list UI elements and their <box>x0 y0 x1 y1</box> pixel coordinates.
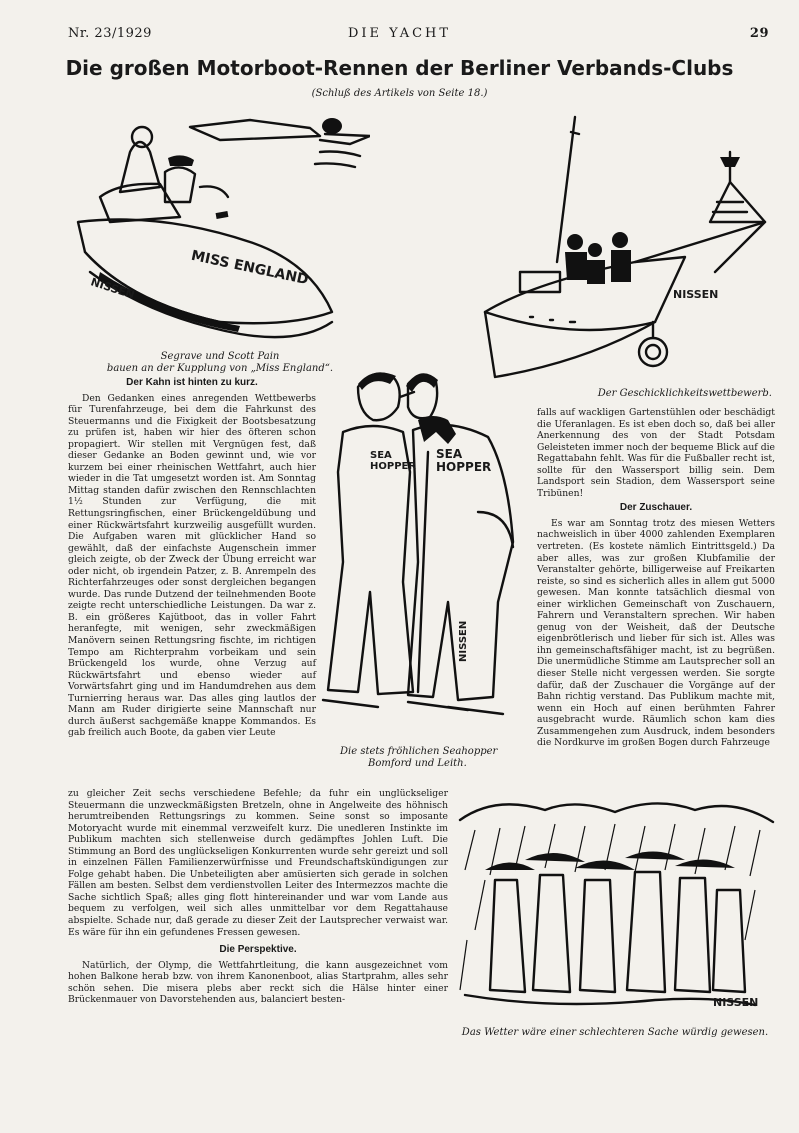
issue-number: Nr. 23/1929 <box>68 26 152 41</box>
artist-signature: NISSEN <box>89 275 137 302</box>
page-number: 29 <box>749 26 769 41</box>
paragraph: Natürlich, der Olymp, die Wettfahrtleitung, die kann ausgezeichnet vom hohen Balkone herab bzw. von ihrem Kanonenboot, alias Startprahm, alles sehr schön sehen. Die misera plebs aber reckt sich die Hälse hinter einer Brückenmauer von Davorstehenden aus, balanciert besten- <box>68 959 448 1006</box>
skill-contest-illustration <box>475 112 775 382</box>
caption-fig4: Das Wetter wäre einer schlechteren Sache würdig gewesen. <box>461 1027 769 1038</box>
text-column-left <box>68 374 316 739</box>
text-column-wide <box>68 788 448 1006</box>
paragraph: falls auf wackligen Gartenstühlen oder beschädigt die Uferanlagen. Es ist eben doch so, daß bei aller Anerkennung des von der Stadt Potsdam Geleisteten immer noch der bequeme Blick auf die Regattabahn fehlt. Was für die Fußballer recht ist, sollte für den Wassersport billig sein. Dem Landsport sein Stadion, dem Wassersport seine Tribünen! <box>537 407 775 499</box>
rain-crowd-illustration <box>455 800 775 1020</box>
text-column-right <box>537 407 775 749</box>
magazine-name: DIE YACHT <box>347 26 452 41</box>
article-title: Die großen Motorboot-Rennen der Berliner Verbands-Clubs <box>65 56 734 80</box>
section-heading-kahn: Der Kahn ist hinten zu kurz. <box>126 377 258 388</box>
paragraph: Den Gedanken eines anregenden Wettbewerbs für Turenfahrzeuge, bei dem die Fahrkunst des Steuermanns und die Fixigkeit der Bootsbesatzung zu prüfen ist, haben wir hier des öfteren schon propagiert. Wir stellen mit Vergnügen fest, daß dieser Gedanke an Boden gewinnt und, wie vor kurzem bei einer rheinischen Wettfahrt, auch hier wieder in die Tat umgesetzt worden ist. Am Sonntag Mittag standen dafür zwischen den Rennschlachten 1½ Stunden zur Verfügung, die mit Rettungsringfischen, einer Brückengeldübung und einer Rückwärtsfahrt kurzweilig ausgefüllt wurden. Die Aufgaben waren mit glücklicher Hand so gewählt, daß der einfachste Augenschein immer gleich zeigte, ob der Zweck der Übung erreicht war oder nicht, ob irgendein Patzer, z. B. Anrempeln des Richterfahrzeuges oder sonst dergleichen begangen wurde. Das runde Dutzend der teilnehmenden Boote zeigte recht unterschiedliche Leistungen. Da war z. B. ein größeres Kajütboot, das in voller Fahrt heranfegte, mit wenigen, sehr zweckmäßigen Manövern seinen Rettungsring fischte, im richtigen Tempo am Richterprahm vorbeikam und sein Brückengeld los wurde, ohne Verzug auf Rückwärtsfahrt und ebenso wieder auf Vorwärtsfahrt ging und im Handumdrehen aus dem Turnierring heraus war. Das alles ging lautlos der Mann am Ruder dirigierte seine Mannschaft nur durch äußerst sachgemäße knappe Kommandos. Es gab freilich auch Boote, da gaben vier Leute <box>68 392 316 739</box>
miss-england-illustration <box>70 112 370 347</box>
article-subtitle: (Schluß des Artikels von Seite 18.) <box>311 88 488 99</box>
paragraph: Es war am Sonntag trotz des miesen Wetters nachweislich in über 4000 zahlenden Exemplaren vertreten. (Es kostete nämlich Eintrittsgeld.) Da aber alles, was zur großen Klubfamilie der Veranstalter gehörte, billigerweise auf Freikarten reiste, so sind es sicherlich alles in allem gut 5000 gewesen. Man konnte tatsächlich diesmal von einer wirklichen Gemeinschaft von Zuschauern, Fahrern und Veranstaltern sprechen. Wir haben genug von der Weisheit, daß der Deutsche eigenbrötlerisch und lieber für sich ist. Alles was ihn gemeinschaftsfähiger macht, ist zu begrüßen. Die unermüdliche Stimme am Lautsprecher soll an dieser Stelle nicht vergessen werden. Sie sorgte dafür, daß der Zuschauer die Vorgänge auf der Bahn richtig verstand. Das Publikum machte mit, wenn ein Hoch auf einen berühmten Fahrer ausgebracht wurde. Räumlich schon kam dies Zusammengehen zum Ausdruck, indem besonders die Nordkurve im großen Bogen durch Fahrzeuge <box>537 517 775 749</box>
boat-name-label: MISS ENGLAND <box>189 247 310 289</box>
seahopper-illustration <box>318 362 530 740</box>
paragraph: zu gleicher Zeit sechs verschiedene Befehle; da fuhr ein unglückseliger Steuermann die unzweckmäßigsten Bretzeln, ohne in Angelweite des höhnisch herumtreibenden Rettungsrings zu kommen. Seine sonst so imposante Motoryacht wurde mit einemmal verzweifelt kurz. Die unedleren Instinkte im Publikum machten sich stellenweise durch gedämpftes Johlen Luft. Die Stimmung an Bord des unglückseligen Konkurrenten wurde sehr gereizt und soll in einzelnen Fällen Familienzerwürfnisse und Freundschaftskündigungen zur Folge gehabt haben. Die Unbeteiligten aber amüsierten sich gerade in solchen Fällen am besten. Selbst dem verdienstvollen Leiter des Intermezzos machte die Sache sichtlich Spaß; alles ging flott hintereinander und war vom Lande aus bequem zu verfolgen, weil sich alles unmittelbar vor dem Regattahause abspielte. Schade nur, daß gerade zu dieser Zeit der Lautsprecher verwaist war. Es wäre für ihn ein gefundenes Fressen gewesen. <box>68 788 448 938</box>
caption-fig2: Der Geschicklichkeitswettbewerb. <box>597 388 772 399</box>
shirt-lettering-left: SEA HOPPER <box>370 450 417 472</box>
artist-signature: NISSEN <box>458 620 469 662</box>
shirt-lettering-right: SEA HOPPER <box>436 447 492 474</box>
artist-signature: NISSEN <box>673 288 719 301</box>
artist-signature: NISSEN <box>713 996 759 1009</box>
section-heading-perspektive: Die Perspektive. <box>219 944 297 956</box>
section-heading-zuschauer: Der Zuschauer. <box>619 502 693 514</box>
caption-fig3: Die stets fröhlichen Seahopper Bomford und Leith. <box>340 746 498 769</box>
caption-fig1: Segrave und Scott Pain bauen an der Kupplung von „Miss England“. <box>106 351 334 374</box>
